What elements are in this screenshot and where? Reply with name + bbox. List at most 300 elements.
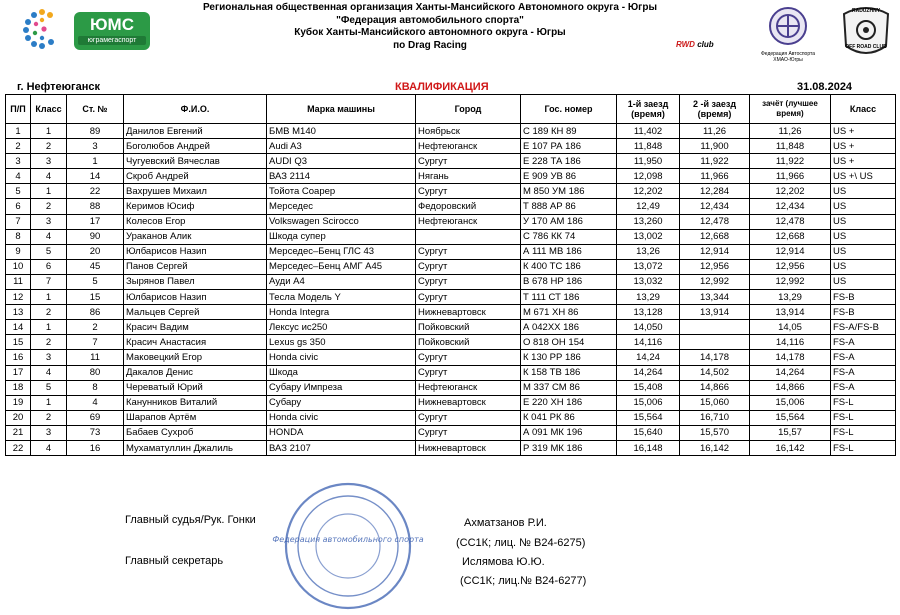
- raduzhny-top-text: RADUZHNY: [851, 8, 881, 14]
- row-start-number: 86: [67, 305, 124, 320]
- row-best: 11,848: [750, 139, 831, 154]
- row-run2: 15,570: [680, 425, 750, 440]
- row-run1: 13,128: [617, 305, 680, 320]
- row-index: 5: [6, 184, 31, 199]
- row-car: Мерседес–Бенц ГЛС 43: [267, 244, 416, 259]
- row-car: Шкода супер: [267, 229, 416, 244]
- row-start-number: 7: [67, 335, 124, 350]
- row-class-group: FS-A: [831, 365, 896, 380]
- row-start-number: 3: [67, 139, 124, 154]
- row-name: Ураканов Алик: [124, 229, 267, 244]
- col-header-index: П/П: [6, 95, 31, 124]
- header-line-3: Кубок Ханты-Мансийского автономного округа - Югры: [294, 27, 566, 39]
- row-city: Пойковский: [416, 335, 521, 350]
- rwd-club-logo: [676, 40, 714, 49]
- row-best: 12,956: [750, 259, 831, 274]
- event-city: г. Нефтеюганск: [17, 81, 100, 93]
- row-run2: 15,060: [680, 395, 750, 410]
- row-name: Скроб Андрей: [124, 169, 267, 184]
- table-row: [6, 274, 896, 289]
- row-start-number: 88: [67, 199, 124, 214]
- row-city: Сургут: [416, 290, 521, 305]
- row-run1: 13,032: [617, 274, 680, 289]
- stamp-text: Федерация автомобильного спорта: [272, 535, 424, 544]
- table-row: [6, 305, 896, 320]
- row-start-number: 69: [67, 410, 124, 425]
- row-name: Мальцев Сергей: [124, 305, 267, 320]
- row-class: 3: [31, 350, 67, 365]
- table-row: [6, 320, 896, 335]
- row-car: Мерседес: [267, 199, 416, 214]
- row-start-number: 15: [67, 290, 124, 305]
- row-class-group: FS-L: [831, 425, 896, 440]
- row-class: 1: [31, 395, 67, 410]
- faf-emblem-icon: [768, 6, 808, 46]
- row-car: Шкода: [267, 365, 416, 380]
- row-name: Панов Сергей: [124, 259, 267, 274]
- row-name: Красич Вадим: [124, 320, 267, 335]
- row-city: Сургут: [416, 274, 521, 289]
- row-name: Боголюбов Андрей: [124, 139, 267, 154]
- row-plate: М 671 ХН 86: [521, 305, 617, 320]
- row-best: 11,966: [750, 169, 831, 184]
- row-name: Юлбарисов Назип: [124, 244, 267, 259]
- row-class: 2: [31, 199, 67, 214]
- row-index: 2: [6, 139, 31, 154]
- row-class: 6: [31, 259, 67, 274]
- row-run1: 15,564: [617, 410, 680, 425]
- col-header-class: Класс: [31, 95, 67, 124]
- row-class-group: US +: [831, 154, 896, 169]
- row-best: 11,26: [750, 124, 831, 139]
- row-best: 13,29: [750, 290, 831, 305]
- row-best: 15,564: [750, 410, 831, 425]
- yugra-dots-logo: [22, 8, 62, 50]
- row-name: Юлбарисов Назип: [124, 290, 267, 305]
- row-name: Зырянов Павел: [124, 274, 267, 289]
- row-run1: 11,402: [617, 124, 680, 139]
- table-row: [6, 139, 896, 154]
- row-index: 1: [6, 124, 31, 139]
- row-car: Мерседес–Бенц АМГ А45: [267, 259, 416, 274]
- row-city: Пойковский: [416, 320, 521, 335]
- row-plate: А 042ХХ 186: [521, 320, 617, 335]
- row-car: Ауди А4: [267, 274, 416, 289]
- row-run1: 14,24: [617, 350, 680, 365]
- col-header-name: Ф.И.О.: [124, 95, 267, 124]
- chief-secretary-license: (СС1К; лиц.№ В24-6277): [460, 575, 587, 587]
- row-name: Дакалов Денис: [124, 365, 267, 380]
- row-city: Нефтеюганск: [416, 139, 521, 154]
- row-start-number: 90: [67, 229, 124, 244]
- table-row: [6, 290, 896, 305]
- row-best: 14,264: [750, 365, 831, 380]
- row-start-number: 73: [67, 425, 124, 440]
- row-start-number: 11: [67, 350, 124, 365]
- row-index: 16: [6, 350, 31, 365]
- row-car: Audi A3: [267, 139, 416, 154]
- row-run2: [680, 335, 750, 350]
- header-line-1: Региональная общественная организация Ханты-Мансийского Автономного округа - Югры: [203, 2, 657, 13]
- table-row: [6, 199, 896, 214]
- row-city: Сургут: [416, 244, 521, 259]
- col-header-car: Марка машины: [267, 95, 416, 124]
- row-run1: 12,202: [617, 184, 680, 199]
- document-header: [170, 2, 690, 52]
- row-name: Красич Анастасия: [124, 335, 267, 350]
- table-row: [6, 214, 896, 229]
- row-class-group: FS-B: [831, 290, 896, 305]
- chief-secretary-label: Главный секретарь: [125, 555, 224, 567]
- row-city: Нефтеюганск: [416, 214, 521, 229]
- rwd-logo-text: RWD: [676, 40, 695, 49]
- row-class: 4: [31, 169, 67, 184]
- row-city: Нефтеюганск: [416, 380, 521, 395]
- row-plate: К 041 РК 86: [521, 410, 617, 425]
- row-class-group: US: [831, 259, 896, 274]
- row-plate: Е 909 УВ 86: [521, 169, 617, 184]
- row-plate: К 158 ТВ 186: [521, 365, 617, 380]
- results-body: [6, 124, 896, 456]
- chief-secretary-name: Ислямова Ю.Ю.: [462, 556, 545, 568]
- row-index: 8: [6, 229, 31, 244]
- row-best: 14,866: [750, 380, 831, 395]
- row-city: Нижневартовск: [416, 305, 521, 320]
- row-best: 12,202: [750, 184, 831, 199]
- row-city: Сургут: [416, 365, 521, 380]
- row-run2: 12,478: [680, 214, 750, 229]
- row-car: Lexus gs 350: [267, 335, 416, 350]
- row-name: Маковецкий Егор: [124, 350, 267, 365]
- row-class: 7: [31, 274, 67, 289]
- row-start-number: 22: [67, 184, 124, 199]
- table-row: [6, 184, 896, 199]
- row-car: Honda civic: [267, 350, 416, 365]
- row-run2: 12,668: [680, 229, 750, 244]
- row-city: Сургут: [416, 184, 521, 199]
- row-name: Канунников Виталий: [124, 395, 267, 410]
- row-start-number: 5: [67, 274, 124, 289]
- faf-logo: [758, 6, 818, 63]
- row-index: 9: [6, 244, 31, 259]
- table-row: [6, 410, 896, 425]
- results-table: [5, 94, 896, 456]
- row-plate: К 400 ТС 186: [521, 259, 617, 274]
- col-header-run2: 2 -й заезд (время): [680, 95, 750, 124]
- row-plate: М 337 СМ 86: [521, 380, 617, 395]
- row-city: [416, 229, 521, 244]
- table-row: [6, 395, 896, 410]
- row-run2: 11,966: [680, 169, 750, 184]
- row-city: Сургут: [416, 154, 521, 169]
- row-class-group: US +: [831, 124, 896, 139]
- row-city: Нижневартовск: [416, 440, 521, 455]
- row-best: 15,006: [750, 395, 831, 410]
- row-car: Субару Импреза: [267, 380, 416, 395]
- row-run1: 13,260: [617, 214, 680, 229]
- row-class: 2: [31, 139, 67, 154]
- row-class: 5: [31, 380, 67, 395]
- row-class: 1: [31, 290, 67, 305]
- col-header-best: зачёт (лучшее время): [750, 95, 831, 124]
- row-class-group: US +\ US: [831, 169, 896, 184]
- row-index: 17: [6, 365, 31, 380]
- row-start-number: 4: [67, 395, 124, 410]
- rwd-logo-club: club: [697, 40, 714, 49]
- row-city: Ноябрьск: [416, 124, 521, 139]
- col-header-run1: 1-й заезд (время): [617, 95, 680, 124]
- row-start-number: 14: [67, 169, 124, 184]
- row-plate: Р 319 МК 186: [521, 440, 617, 455]
- row-plate: Т 111 СТ 186: [521, 290, 617, 305]
- row-class-group: US: [831, 199, 896, 214]
- row-run2: 14,502: [680, 365, 750, 380]
- row-plate: Т 888 АР 86: [521, 199, 617, 214]
- row-start-number: 80: [67, 365, 124, 380]
- row-best: 12,434: [750, 199, 831, 214]
- row-car: Honda Integra: [267, 305, 416, 320]
- ums-logo-text: ЮМС: [90, 15, 134, 34]
- row-run1: 12,49: [617, 199, 680, 214]
- row-run1: 14,116: [617, 335, 680, 350]
- row-index: 11: [6, 274, 31, 289]
- row-run1: 15,408: [617, 380, 680, 395]
- row-run2: 12,956: [680, 259, 750, 274]
- table-row: [6, 425, 896, 440]
- row-class: 3: [31, 425, 67, 440]
- row-car: Тойота Соарер: [267, 184, 416, 199]
- row-index: 10: [6, 259, 31, 274]
- row-best: 12,478: [750, 214, 831, 229]
- row-run1: 15,640: [617, 425, 680, 440]
- row-best: 11,922: [750, 154, 831, 169]
- row-best: 12,914: [750, 244, 831, 259]
- row-start-number: 89: [67, 124, 124, 139]
- row-start-number: 45: [67, 259, 124, 274]
- row-run1: 11,848: [617, 139, 680, 154]
- row-run1: 12,098: [617, 169, 680, 184]
- row-start-number: 17: [67, 214, 124, 229]
- row-city: Сургут: [416, 350, 521, 365]
- row-start-number: 20: [67, 244, 124, 259]
- header-line-4: по Drag Racing: [393, 39, 467, 51]
- row-index: 19: [6, 395, 31, 410]
- row-class-group: US: [831, 274, 896, 289]
- row-class-group: FS-B: [831, 305, 896, 320]
- row-class: 1: [31, 320, 67, 335]
- row-index: 15: [6, 335, 31, 350]
- row-run2: 11,922: [680, 154, 750, 169]
- row-run2: 14,866: [680, 380, 750, 395]
- row-best: 14,178: [750, 350, 831, 365]
- row-name: Шарапов Артём: [124, 410, 267, 425]
- row-index: 12: [6, 290, 31, 305]
- col-header-plate: Гос. номер: [521, 95, 617, 124]
- stage-title: КВАЛИФИКАЦИЯ: [395, 81, 489, 93]
- row-car: ВАЗ 2114: [267, 169, 416, 184]
- row-city: Сургут: [416, 410, 521, 425]
- row-plate: С 189 КН 89: [521, 124, 617, 139]
- row-class: 3: [31, 214, 67, 229]
- row-plate: А 091 МК 196: [521, 425, 617, 440]
- row-run2: 12,434: [680, 199, 750, 214]
- row-run2: 11,26: [680, 124, 750, 139]
- ums-logo: [74, 12, 150, 50]
- faf-logo-caption: Федерация Автоспорта ХМАО-Югры: [760, 51, 816, 63]
- row-index: 22: [6, 440, 31, 455]
- row-car: ВАЗ 2107: [267, 440, 416, 455]
- row-class-group: FS-A: [831, 350, 896, 365]
- row-plate: О 818 ОН 154: [521, 335, 617, 350]
- row-car: Субару: [267, 395, 416, 410]
- row-index: 14: [6, 320, 31, 335]
- table-row: [6, 440, 896, 455]
- row-plate: М 850 УМ 186: [521, 184, 617, 199]
- row-class: 3: [31, 154, 67, 169]
- row-plate: Е 107 РА 186: [521, 139, 617, 154]
- row-plate: Е 220 ХН 186: [521, 395, 617, 410]
- row-name: Данилов Евгений: [124, 124, 267, 139]
- table-row: [6, 350, 896, 365]
- row-run2: 16,710: [680, 410, 750, 425]
- row-city: Сургут: [416, 425, 521, 440]
- row-name: Череватый Юрий: [124, 380, 267, 395]
- row-city: Федоровский: [416, 199, 521, 214]
- row-car: AUDI Q3: [267, 154, 416, 169]
- row-run1: 11,950: [617, 154, 680, 169]
- row-run1: 13,072: [617, 259, 680, 274]
- row-run2: 12,914: [680, 244, 750, 259]
- row-plate: У 170 АМ 186: [521, 214, 617, 229]
- official-stamp: [272, 480, 424, 612]
- row-run1: 13,26: [617, 244, 680, 259]
- raduzhny-bottom-text: OFF ROAD CLUB: [845, 44, 887, 50]
- row-name: Керимов Юсиф: [124, 199, 267, 214]
- row-run1: 14,050: [617, 320, 680, 335]
- row-run2: 13,914: [680, 305, 750, 320]
- table-row: [6, 335, 896, 350]
- row-run2: 11,900: [680, 139, 750, 154]
- row-index: 4: [6, 169, 31, 184]
- info-bar: [5, 80, 895, 94]
- row-best: 14,116: [750, 335, 831, 350]
- row-plate: С 786 КК 74: [521, 229, 617, 244]
- row-index: 13: [6, 305, 31, 320]
- row-class-group: FS-A: [831, 335, 896, 350]
- row-class: 2: [31, 305, 67, 320]
- ums-logo-subtext: юграмегаспорт: [78, 36, 146, 45]
- row-car: HONDA: [267, 425, 416, 440]
- row-index: 6: [6, 199, 31, 214]
- chief-judge-name: Ахматзанов Р.И.: [464, 517, 547, 529]
- row-index: 21: [6, 425, 31, 440]
- row-car: БМВ М140: [267, 124, 416, 139]
- row-city: Нижневартовск: [416, 395, 521, 410]
- col-header-start-number: Ст. №: [67, 95, 124, 124]
- row-car: Тесла Модель Y: [267, 290, 416, 305]
- row-car: Honda civic: [267, 410, 416, 425]
- row-class-group: FS-A: [831, 380, 896, 395]
- row-class: 1: [31, 124, 67, 139]
- table-row: [6, 365, 896, 380]
- row-class-group: US: [831, 244, 896, 259]
- table-row: [6, 244, 896, 259]
- row-start-number: 16: [67, 440, 124, 455]
- row-run2: 14,178: [680, 350, 750, 365]
- row-class-group: FS-L: [831, 410, 896, 425]
- row-index: 7: [6, 214, 31, 229]
- row-run1: 13,002: [617, 229, 680, 244]
- row-name: Вахрушев Михаил: [124, 184, 267, 199]
- row-class: 2: [31, 410, 67, 425]
- row-car: Volkswagen Scirocco: [267, 214, 416, 229]
- row-best: 12,668: [750, 229, 831, 244]
- col-header-city: Город: [416, 95, 521, 124]
- row-city: Нягань: [416, 169, 521, 184]
- row-best: 12,992: [750, 274, 831, 289]
- row-run2: 12,284: [680, 184, 750, 199]
- row-start-number: 2: [67, 320, 124, 335]
- table-row: [6, 229, 896, 244]
- row-plate: К 130 РР 186: [521, 350, 617, 365]
- row-name: Чугуевский Вячеслав: [124, 154, 267, 169]
- row-class-group: US: [831, 184, 896, 199]
- row-run1: 16,148: [617, 440, 680, 455]
- row-class-group: FS-L: [831, 395, 896, 410]
- table-row: [6, 124, 896, 139]
- row-best: 15,57: [750, 425, 831, 440]
- row-car: Лексус ис250: [267, 320, 416, 335]
- table-header-row: [6, 95, 896, 124]
- col-header-class-group: Класс: [831, 95, 896, 124]
- row-class: 4: [31, 229, 67, 244]
- row-plate: В 678 НР 186: [521, 274, 617, 289]
- row-class-group: US +: [831, 139, 896, 154]
- row-class-group: US: [831, 214, 896, 229]
- chief-judge-label: Главный судья/Рук. Гонки: [125, 514, 256, 526]
- row-city: Сургут: [416, 259, 521, 274]
- row-best: 13,914: [750, 305, 831, 320]
- table-row: [6, 169, 896, 184]
- row-name: Колесов Егор: [124, 214, 267, 229]
- chief-judge-license: (СС1К; лиц. № В24-6275): [456, 537, 586, 549]
- row-name: Бабаев Сухроб: [124, 425, 267, 440]
- row-best: 14,05: [750, 320, 831, 335]
- row-class-group: US: [831, 229, 896, 244]
- table-row: [6, 259, 896, 274]
- row-index: 18: [6, 380, 31, 395]
- row-name: Мухаматуллин Джалиль: [124, 440, 267, 455]
- event-date: 31.08.2024: [797, 81, 853, 93]
- row-plate: А 111 МВ 186: [521, 244, 617, 259]
- row-plate: Е 228 ТА 186: [521, 154, 617, 169]
- row-start-number: 8: [67, 380, 124, 395]
- row-run2: 16,142: [680, 440, 750, 455]
- row-run2: [680, 320, 750, 335]
- row-class: 1: [31, 184, 67, 199]
- header-line-2: "Федерация автомобильного спорта": [336, 14, 524, 26]
- row-index: 3: [6, 154, 31, 169]
- row-run2: 13,344: [680, 290, 750, 305]
- row-class-group: FS-L: [831, 440, 896, 455]
- row-class: 5: [31, 244, 67, 259]
- raduzhny-offroad-logo: [836, 2, 896, 60]
- row-run2: 12,992: [680, 274, 750, 289]
- row-run1: 15,006: [617, 395, 680, 410]
- row-index: 20: [6, 410, 31, 425]
- row-start-number: 1: [67, 154, 124, 169]
- row-class: 4: [31, 440, 67, 455]
